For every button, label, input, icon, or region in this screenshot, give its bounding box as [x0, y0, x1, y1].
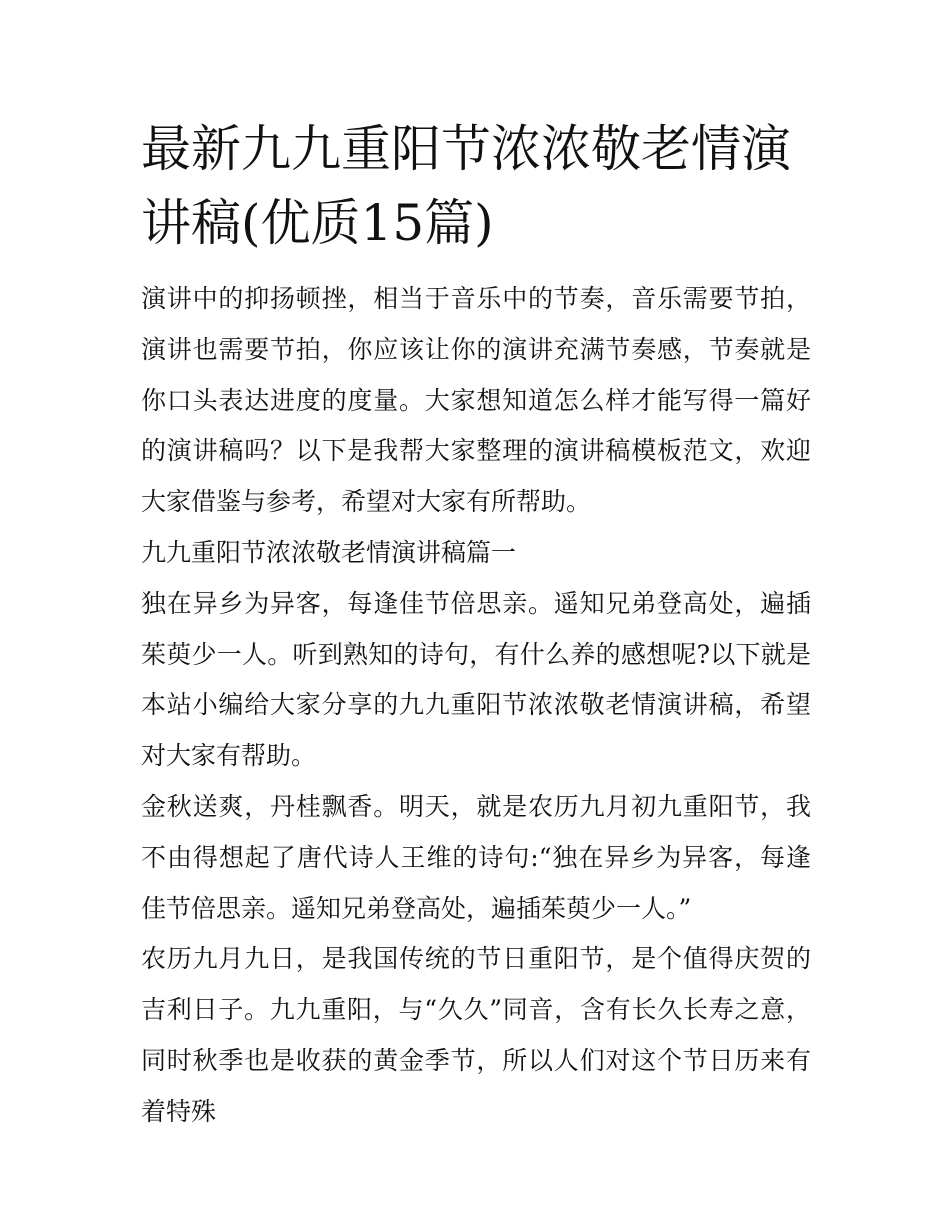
- intro-paragraph: 演讲中的抑扬顿挫，相当于音乐中的节奏，音乐需要节拍，演讲也需要节拍，你应该让你的演讲充满节奏感，节奏就是你口头表达进度的度量。大家想知道怎么样才能写得一篇好的演讲稿吗？以下是我帮大家整理的演讲稿模板范文，欢迎大家借鉴与参考，希望对大家有所帮助。: [141, 284, 811, 517]
- body-paragraph: 农历九月九日，是我国传统的节日重阳节，是个值得庆贺的吉利日子。九九重阳，与“久久”同音，含有长久长寿之意，同时秋季也是收获的黄金季节，所以人们对这个节日历来有着特殊: [141, 944, 811, 1126]
- document-title: 最新九九重阳节浓浓敬老情演讲稿(优质15篇): [141, 120, 791, 252]
- document-page: [141, 112, 811, 1138]
- section-heading: 九九重阳节浓浓敬老情演讲稿篇一: [141, 537, 517, 567]
- body-paragraph: 金秋送爽，丹桂飘香。明天，就是农历九月初九重阳节，我不由得想起了唐代诗人王维的诗句:“独在异乡为异客，每逢佳节倍思亲。遥知兄弟登高处，遍插茱萸少一人。”: [141, 791, 811, 923]
- body-paragraph: 独在异乡为异客，每逢佳节倍思亲。遥知兄弟登高处，遍插茱萸少一人。听到熟知的诗句，有什么养的感想呢?以下就是本站小编给大家分享的九九重阳节浓浓敬老情演讲稿，希望对大家有帮助。: [141, 588, 811, 771]
